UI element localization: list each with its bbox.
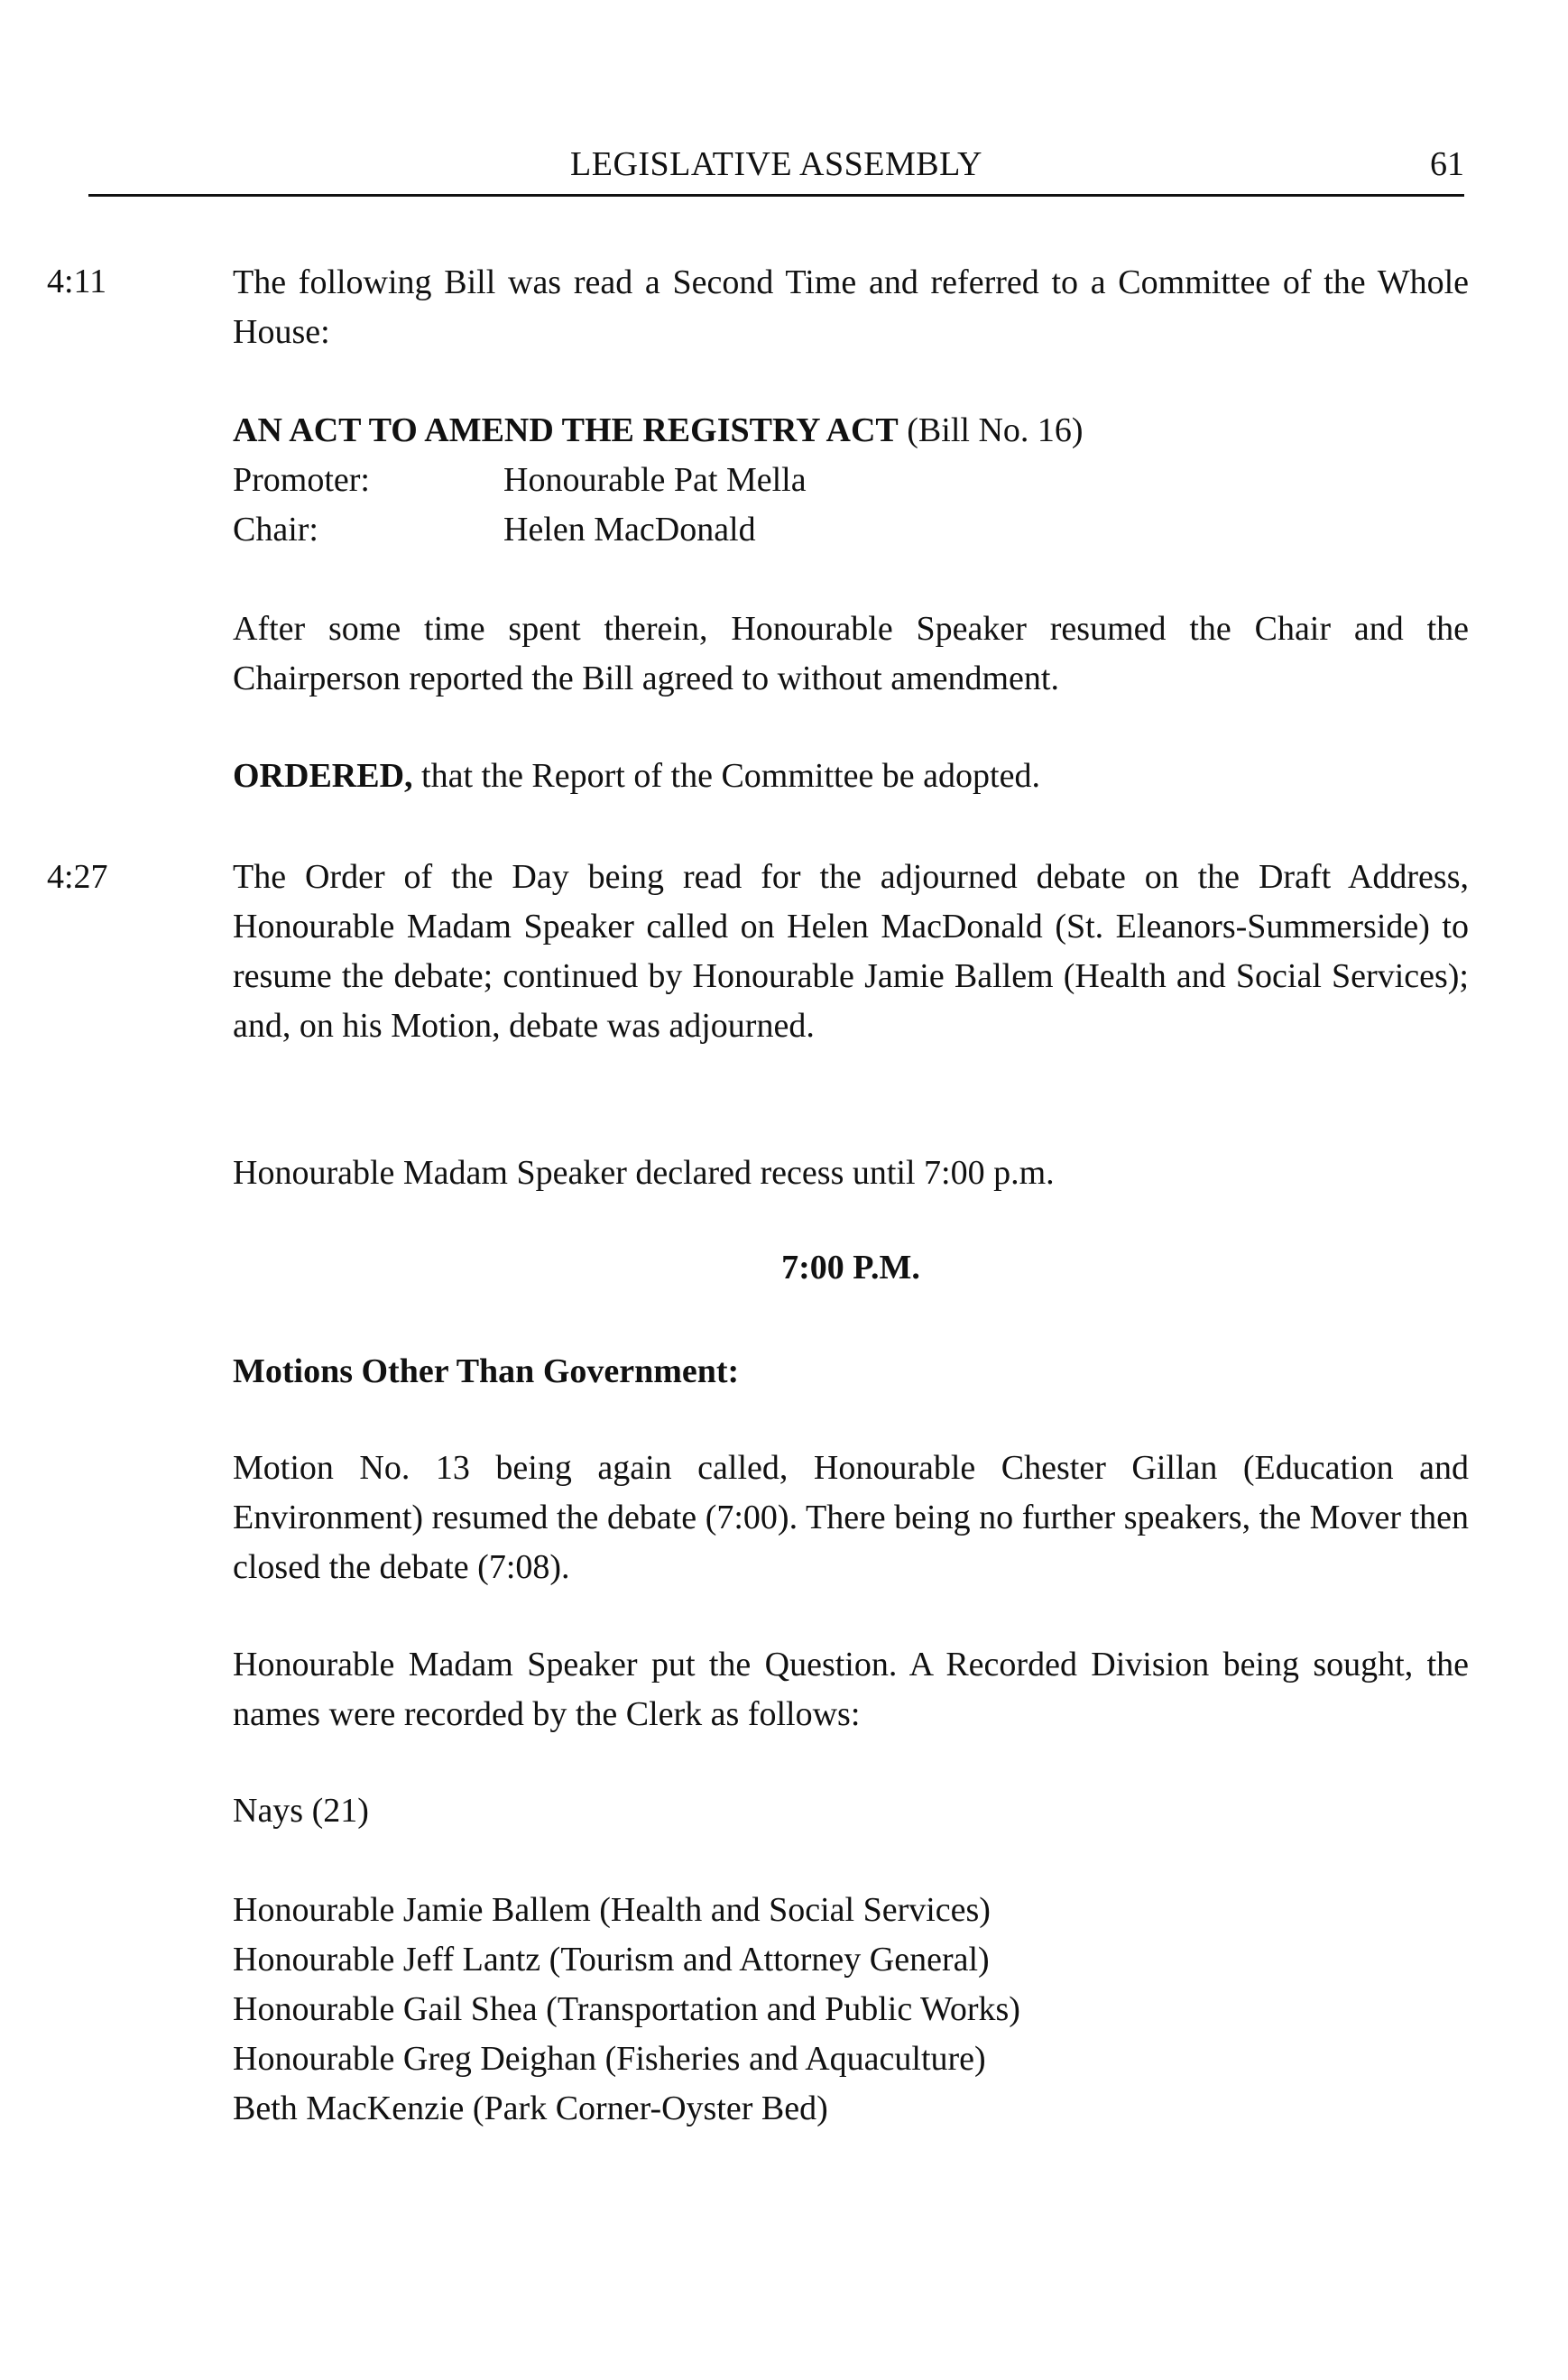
section-heading: Motions Other Than Government:	[233, 1352, 740, 1390]
list-item: Honourable Gail Shea (Transportation and Public Works)	[233, 1990, 1020, 2028]
promoter-row	[233, 456, 807, 505]
bill-referral-text: The following Bill was read a Second Time and referred to a Committee of the Whole House:	[233, 263, 1469, 351]
chair-value: Helen MacDonald	[503, 511, 756, 549]
ordered-text: that the Report of the Committee be adopted.	[412, 757, 1040, 795]
nays-heading: Nays (21)	[233, 1792, 369, 1830]
chair-label: Chair:	[233, 511, 318, 549]
list-item: Honourable Greg Deighan (Fisheries and Aquaculture)	[233, 2040, 986, 2078]
ordered-keyword: ORDERED,	[233, 757, 413, 795]
page-header	[88, 144, 1464, 198]
ordered-paragraph	[233, 752, 1469, 801]
nays-list	[233, 1886, 1469, 2134]
list-item: Honourable Jeff Lantz (Tourism and Attorney General)	[233, 1941, 990, 1979]
bill-title-line	[233, 406, 1469, 456]
list-item: Honourable Jamie Ballem (Health and Social Services)	[233, 1891, 991, 1929]
list-item: Beth MacKenzie (Park Corner-Oyster Bed)	[233, 2089, 828, 2127]
draft-address-text: The Order of the Day being read for the adjourned debate on the Draft Address, Honourable Madam Speaker called on Helen MacDonald (St. Eleanors-Summerside) to resume the debate; continued by Honourable Jamie Ballem (Health and Social Services); and, on his Motion, debate was adjourned.	[233, 858, 1469, 1045]
committee-report-text: After some time spent therein, Honourable Speaker resumed the Chair and the Chairperson reported the Bill agreed to without amendment.	[233, 610, 1469, 697]
bill-title: AN ACT TO AMEND THE REGISTRY ACT	[233, 411, 899, 449]
motion-text: Motion No. 13 being again called, Honourable Chester Gillan (Education and Environment) resumed the debate (7:00). There being no further speakers, the Mover then closed the debate (7:08).	[233, 1449, 1469, 1586]
recess-text: Honourable Madam Speaker declared recess until 7:00 p.m.	[233, 1154, 1055, 1192]
header-divider	[88, 194, 1464, 197]
chair-row	[233, 505, 756, 555]
entry-time: 4:11	[47, 263, 107, 300]
bill-number: (Bill No. 16)	[898, 411, 1084, 449]
question-text: Honourable Madam Speaker put the Question. A Recorded Division being sought, the names were recorded by the Clerk as follows:	[233, 1646, 1469, 1733]
evening-time-heading: 7:00 P.M.	[781, 1249, 920, 1287]
entry-time: 4:27	[47, 858, 108, 896]
promoter-value: Honourable Pat Mella	[503, 461, 807, 499]
page-number: 61	[1430, 145, 1464, 183]
promoter-label: Promoter:	[233, 461, 370, 499]
header-title: LEGISLATIVE ASSEMBLY	[570, 145, 982, 183]
